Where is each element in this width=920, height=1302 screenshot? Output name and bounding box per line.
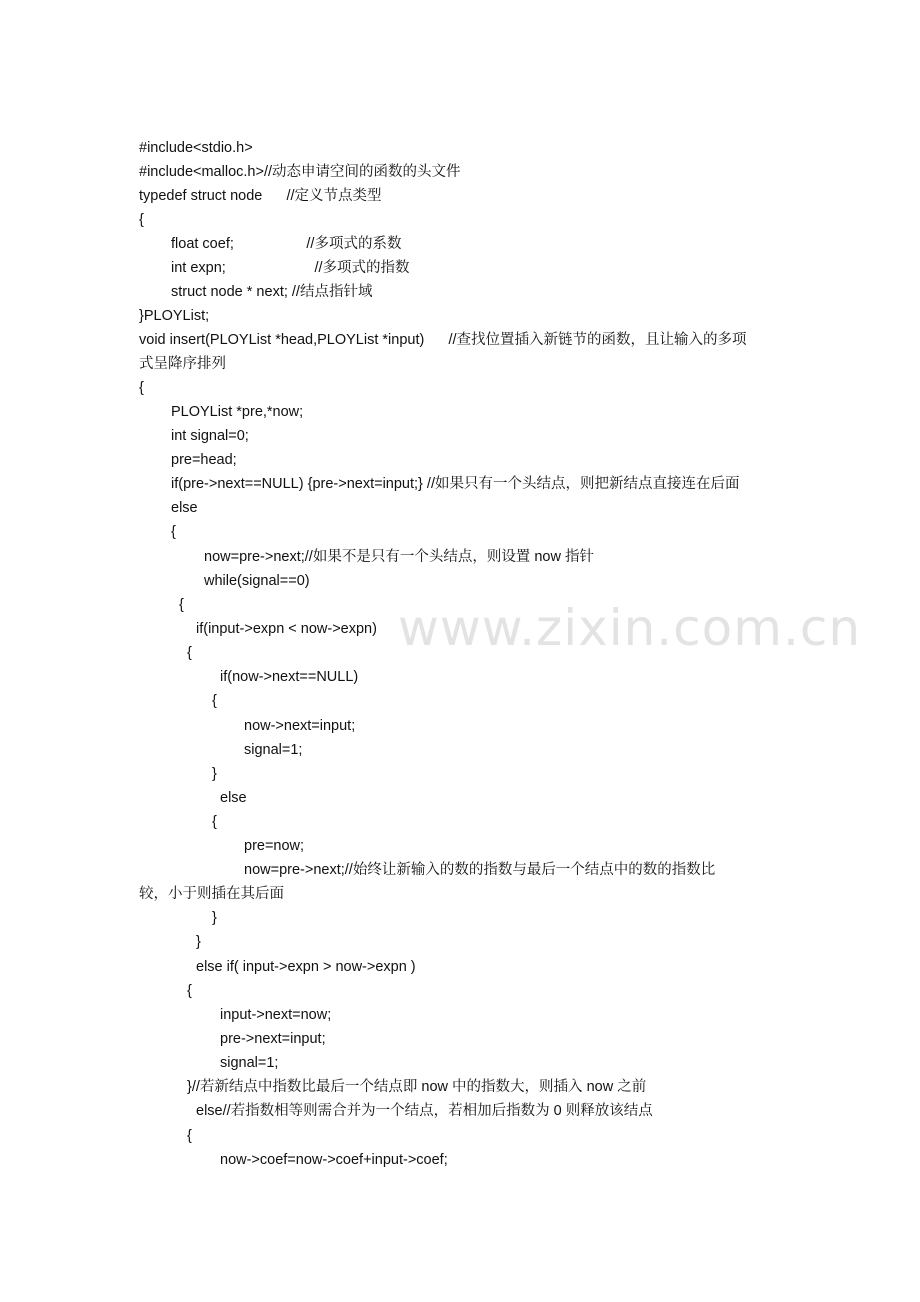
code-line: input->next=now; xyxy=(220,1007,332,1023)
code-line: { xyxy=(187,983,192,999)
code-line: { xyxy=(212,693,217,709)
code-line: if(pre->next==NULL) {pre->next=input;} //如果只有一个头结点，则把新结点直接连在后面 xyxy=(171,476,740,492)
code-line: float coef; //多项式的系数 xyxy=(171,236,402,252)
code-line: struct node * next; //结点指针域 xyxy=(171,284,373,300)
code-line: now=pre->next;//始终让新输入的数的指数与最后一个结点中的数的指数比 xyxy=(244,862,716,878)
code-line: now->coef=now->coef+input->coef; xyxy=(220,1152,448,1168)
code-line: { xyxy=(179,597,184,613)
code-line: PLOYList *pre,*now; xyxy=(171,404,304,420)
code-line: }PLOYList; xyxy=(139,308,210,324)
code-line: { xyxy=(171,524,176,540)
code-line: #include<malloc.h>//动态申请空间的函数的头文件 xyxy=(139,164,461,180)
code-line: #include<stdio.h> xyxy=(139,140,253,156)
code-line: } xyxy=(212,910,217,926)
code-line: } xyxy=(196,934,201,950)
code-line: while(signal==0) xyxy=(204,573,310,589)
code-line: 式呈降序排列 xyxy=(139,356,226,372)
code-line: pre=now; xyxy=(244,838,305,854)
code-line: signal=1; xyxy=(220,1055,279,1071)
code-line: now->next=input; xyxy=(244,718,356,734)
code-line: else xyxy=(220,790,247,806)
code-line: now=pre->next;//如果不是只有一个头结点，则设置 now 指针 xyxy=(204,549,594,565)
code-line: { xyxy=(187,1128,192,1144)
code-line: } xyxy=(212,766,217,782)
code-line: pre->next=input; xyxy=(220,1031,326,1047)
code-line: if(now->next==NULL) xyxy=(220,669,359,685)
code-line: }//若新结点中指数比最后一个结点即 now 中的指数大，则插入 now 之前 xyxy=(187,1079,647,1095)
code-line: int expn; //多项式的指数 xyxy=(171,260,410,276)
watermark-text: www.zixin.com.cn xyxy=(398,599,862,657)
code-line: signal=1; xyxy=(244,742,303,758)
code-line: int signal=0; xyxy=(171,428,249,444)
code-line: pre=head; xyxy=(171,452,237,468)
code-line: { xyxy=(139,380,144,396)
code-line: { xyxy=(139,212,144,228)
code-line: { xyxy=(212,814,217,830)
code-line: { xyxy=(187,645,192,661)
code-line: if(input->expn < now->expn) xyxy=(196,621,377,637)
code-line: void insert(PLOYList *head,PLOYList *input) //查找位置插入新链节的函数，且让输入的多项 xyxy=(139,332,747,348)
code-line: else if( input->expn > now->expn ) xyxy=(196,959,416,975)
code-line: typedef struct node //定义节点类型 xyxy=(139,188,382,204)
code-line: else//若指数相等则需合并为一个结点，若相加后指数为 0 则释放该结点 xyxy=(196,1103,653,1119)
code-line: 较，小于则插在其后面 xyxy=(139,886,284,902)
code-line: else xyxy=(171,500,198,516)
